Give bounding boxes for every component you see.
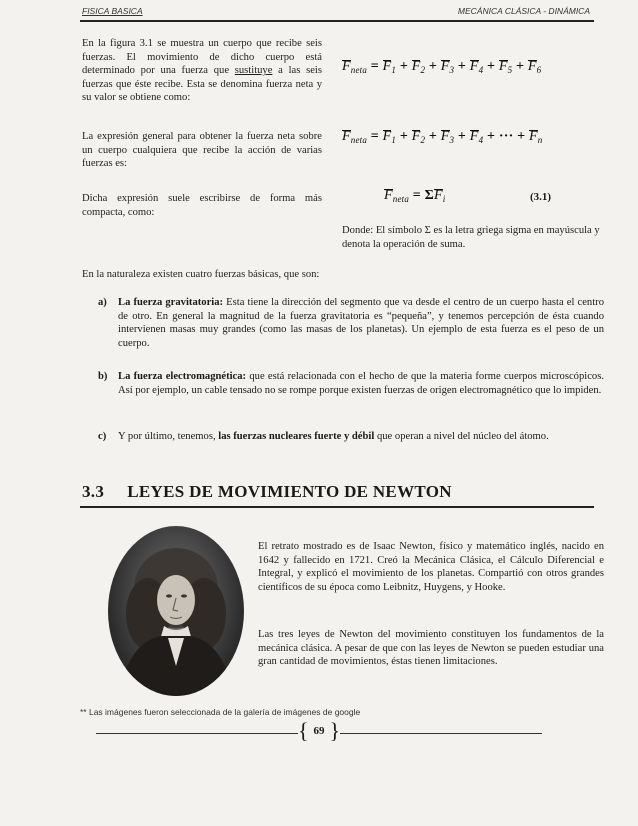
subscript: n (537, 135, 543, 145)
list-item-title: La fuerza electromagnética: (118, 371, 247, 382)
section-heading (82, 482, 452, 502)
vector-symbol: F (382, 129, 392, 144)
list-item-electromagnetic (98, 370, 604, 397)
ellipsis: ··· (498, 129, 514, 144)
subscript: 5 (507, 65, 513, 75)
equation-net-force-sum: $F_{neta} = \Sigma F_i$ (384, 188, 446, 204)
subscript: neta (392, 194, 410, 204)
list-label: b) (98, 371, 108, 382)
vector-symbol: F (411, 129, 421, 144)
sigma-note: Donde: El símbolo Σ es la letra griega sigma en mayúscula y denota la operación de suma. (342, 225, 600, 250)
page-number (298, 718, 340, 744)
paragraph-text: En la figura 3.1 se muestra un cuerpo que recibe seis fuerzas. El movimiento de dicho cuerpo está determinado por una fuerza que (82, 38, 322, 77)
paragraph-general-expression: La expresión general para obtener la fuerza neta sobre un cuerpo cualquiera que recibe la acción de varias fuerzas es: (82, 131, 322, 170)
list-item-text: Esta tiene la dirección del segmento que va desde el centro de un cuerpo hasta el centro de otro. En general la magnitud de la fuerza gravitatoria es “pequeña”, y tenemos percepción de ésta cuando intervienen masas muy grandes (como las masas de los planetas). Un ejemplo de esta fuerza es el peso de un cuerpo. (118, 297, 604, 349)
section-title: LEYES DE MOVIMIENTO DE NEWTON (127, 482, 452, 501)
subscript: 3 (449, 135, 455, 145)
subscript: 2 (420, 135, 426, 145)
vector-symbol: F (411, 59, 421, 74)
list-item-text: que está relacionada con el hecho de que la materia forme cuerpos microscópicos. Así por ejemplo, un cable tensado no se rompe porque existen fuerzas de origen electromagnético que lo impiden. (118, 371, 604, 396)
subscript: neta (350, 135, 368, 145)
vector-symbol: F (527, 59, 537, 74)
page-number-value: 69 (313, 725, 325, 737)
subscript: 2 (420, 65, 426, 75)
portrait-drawing (108, 526, 244, 696)
equation-net-force-six: $F_{neta} = F_1 + F_2 + F_3 + F_4 + F_5 + F_6$ (342, 59, 542, 75)
vector-symbol: F (342, 129, 351, 144)
list-item-nuclear (98, 430, 604, 444)
list-label: a) (98, 297, 107, 308)
list-label: c) (98, 431, 107, 442)
subscript: 4 (478, 135, 484, 145)
newton-laws-intro: Las tres leyes de Newton del movimiento constituyen los fundamentos de la mecánica clásica. A pesar de que con las leyes de Newton se pueden estudiar una gran cantidad de movimientos, éstas tienen limitaciones. (258, 629, 604, 668)
list-item-title: las fuerzas nucleares fuerte y débil (218, 431, 375, 442)
header-rule (80, 20, 594, 22)
running-header-right: MECÁNICA CLÁSICA - DINÁMICA (457, 6, 590, 16)
right-brace-icon: } (329, 718, 340, 743)
page-number-rule-right (340, 733, 542, 734)
subscript: 1 (391, 135, 397, 145)
left-brace-icon: { (298, 718, 309, 743)
vector-symbol: F (469, 129, 479, 144)
underlined-word: sustituye (234, 65, 273, 77)
newton-biography: El retrato mostrado es de Isaac Newton, físico y matemático inglés, nacido en 1642 y fallecido en 1721. Creó la Mecánica Clásica, el Cálculo Diferencial e Integral, y explicó el movimiento de los planetas. Compartió con otros grandes científicos de su época como Leibnitz, Huygens, y Hooke. (258, 541, 604, 593)
basic-forces-intro: En la naturaleza existen cuatro fuerzas básicas, que son: (82, 269, 320, 280)
subscript: 4 (478, 65, 484, 75)
subscript: 3 (449, 65, 455, 75)
subscript: neta (350, 65, 368, 75)
newton-portrait-image (108, 526, 244, 696)
image-credit-footnote: ** Las imágenes fueron seleccionada de la galería de imágenes de google (80, 707, 361, 717)
vector-symbol: F (469, 59, 479, 74)
vector-symbol: F (440, 59, 450, 74)
list-item-title: La fuerza gravitatoria: (118, 297, 224, 308)
vector-symbol: F (342, 59, 351, 74)
section-rule (80, 506, 594, 508)
paragraph-text: a las seis fuerzas que éste recibe. Esta se denomina fuerza neta y su valor se obtiene como: (82, 65, 322, 104)
equation-number: (3.1) (530, 191, 552, 203)
list-item-gravitational (98, 296, 604, 350)
subscript: 1 (391, 65, 397, 75)
vector-symbol: F (384, 188, 393, 203)
subscript: 6 (536, 65, 542, 75)
list-item-text: que operan a nivel del núcleo del átomo. (376, 431, 549, 442)
vector-symbol: F (434, 188, 443, 203)
paragraph-compact-form: Dicha expresión suele escribirse de forma más compacta, como: (82, 193, 322, 218)
vector-symbol: F (498, 59, 508, 74)
subscript: i (442, 194, 446, 204)
section-number: 3.3 (82, 482, 105, 501)
vector-symbol: F (529, 129, 538, 144)
equation-net-force-general: $F_{neta} = F_1 + F_2 + F_3 + F_4$ + ··· + $F_n$ (342, 129, 543, 145)
vector-symbol: F (382, 59, 392, 74)
paragraph-net-force-intro (82, 37, 322, 105)
list-item-text: Y por último, tenemos, (118, 431, 216, 442)
sigma-symbol: Σ (424, 188, 435, 203)
page-number-rule-left (96, 733, 298, 734)
vector-symbol: F (440, 129, 450, 144)
running-header-left: FISICA BASICA (82, 6, 143, 16)
